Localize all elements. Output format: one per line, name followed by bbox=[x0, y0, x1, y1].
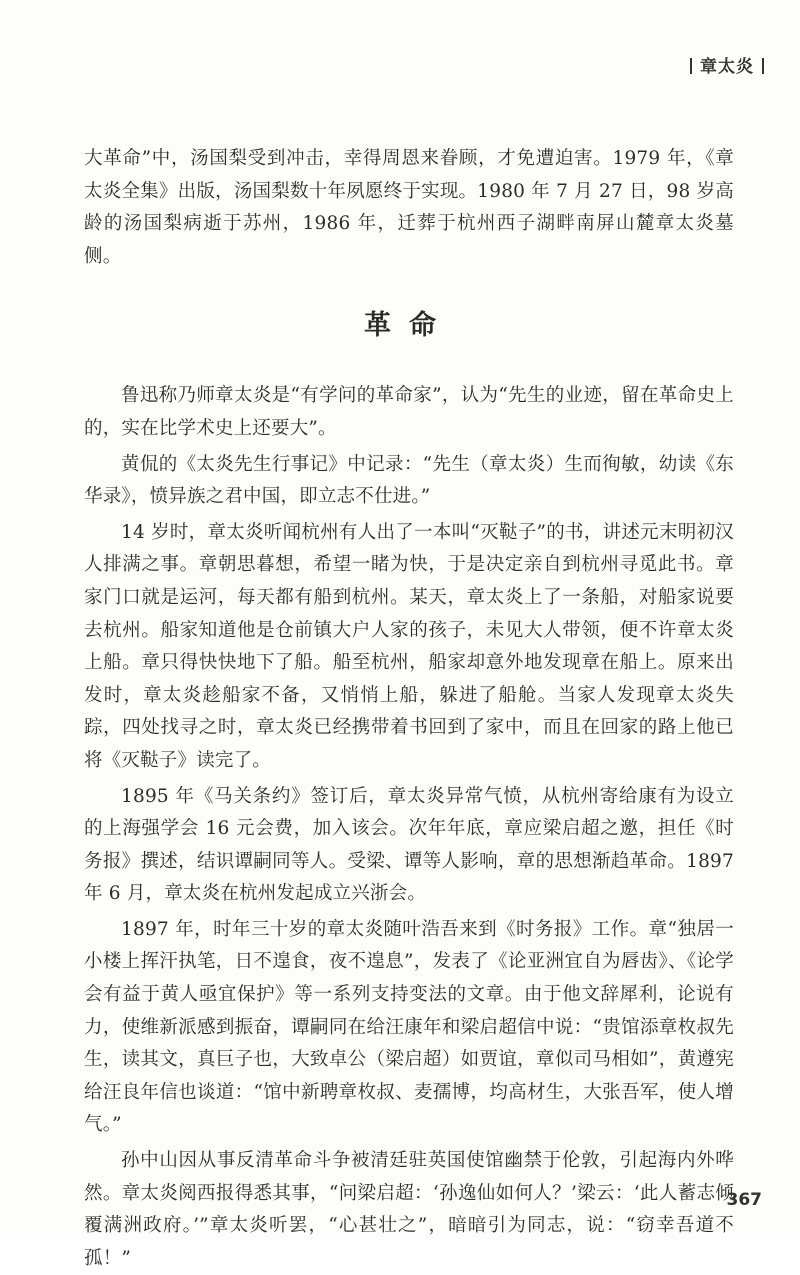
paragraph-sun-yat-sen: 孙中山因从事反清革命斗争被清廷驻英国使馆幽禁于伦敦，引起海内外哗然。章太炎阅西报得悉其事，“问梁启超：‘孙逸仙如何人？’梁云：‘此人蓄志倾覆满洲政府。’”章太炎听罢，“心甚壮之”，暗暗引为同志，说：“窃幸吾道不孤！” bbox=[84, 1150, 734, 1269]
running-head-title: 章太炎 bbox=[700, 57, 754, 77]
running-head-left-bar bbox=[690, 58, 692, 74]
page-body bbox=[84, 143, 734, 1275]
paragraph-huang-kan: 黄侃的《太炎先生行事记》中记录：“先生（章太炎）生而徇敏，幼读《东华录》，愤异族之君中国，即立志不仕进。” bbox=[84, 453, 734, 508]
paragraph-1895: 1895 年《马关条约》签订后，章太炎异常气愤，从杭州寄给康有为设立的上海强学会 16 元会费，加入该会。次年年底，章应梁启超之邀，担任《时务报》撰述，结识谭嗣同等人。受梁、谭等人影响，章的思想渐趋革命。1897 年 6 月，章太炎在杭州发起成立兴浙会。 bbox=[84, 785, 734, 905]
running-head bbox=[682, 52, 772, 77]
running-head-right-bar bbox=[762, 58, 764, 74]
page-number: 367 bbox=[726, 1190, 762, 1210]
paragraph-age-14: 14 岁时，章太炎听闻杭州有人出了一本叫“灭鞑子”的书，讲述元末明初汉人排满之事。章朝思暮想，希望一睹为快，于是决定亲自到杭州寻觅此书。章家门口就是运河，每天都有船到杭州。某天，章太炎上了一条船，对船家说要去杭州。船家知道他是仓前镇大户人家的孩子，未见大人带领，便不许章太炎上船。章只得快快地下了船。船至杭州，船家却意外地发现章在船上。原来出发时，章太炎趁船家不备，又悄悄上船，躲进了船舱。当家人发现章太炎失踪，四处找寻之时，章太炎已经携带着书回到了家中，而且在回家的路上他已将《灭鞑子》读完了。 bbox=[84, 521, 734, 771]
paragraph-continuation: 大革命”中，汤国梨受到冲击，幸得周恩来眷顾，才免遭迫害。1979 年，《章太炎全集》出版，汤国梨数十年夙愿终于实现。1980 年 7 月 27 日，98 岁高龄的汤国梨病逝于苏州，1986 年，迁葬于杭州西子湖畔南屏山麓章太炎墓侧。 bbox=[84, 148, 734, 267]
paragraph-1897: 1897 年，时年三十岁的章太炎随叶浩吾来到《时务报》工作。章“独居一小楼上挥汗执笔，日不遑食，夜不遑息”，发表了《论亚洲宜自为唇齿》、《论学会有益于黄人亟宜保护》等一系列支持变法的文章。由于他文辞犀利，论说有力，使维新派感到振奋，谭嗣同在给汪康年和梁启超信中说：“贵馆添章枚叔先生，读其文，真巨子也，大致卓公（梁启超）如贾谊，章似司马相如”，黄遵宪给汪良年信也谈道：“馆中新聘章枚叔、麦孺博，均高材生，大张吾军，使人增气。” bbox=[84, 918, 734, 1136]
section-title: 革命 bbox=[364, 310, 454, 342]
paragraph-lu-xun: 鲁迅称乃师章太炎是“有学问的革命家”，认为“先生的业迹，留在革命史上的，实在比学术史上还要大”。 bbox=[84, 385, 734, 439]
